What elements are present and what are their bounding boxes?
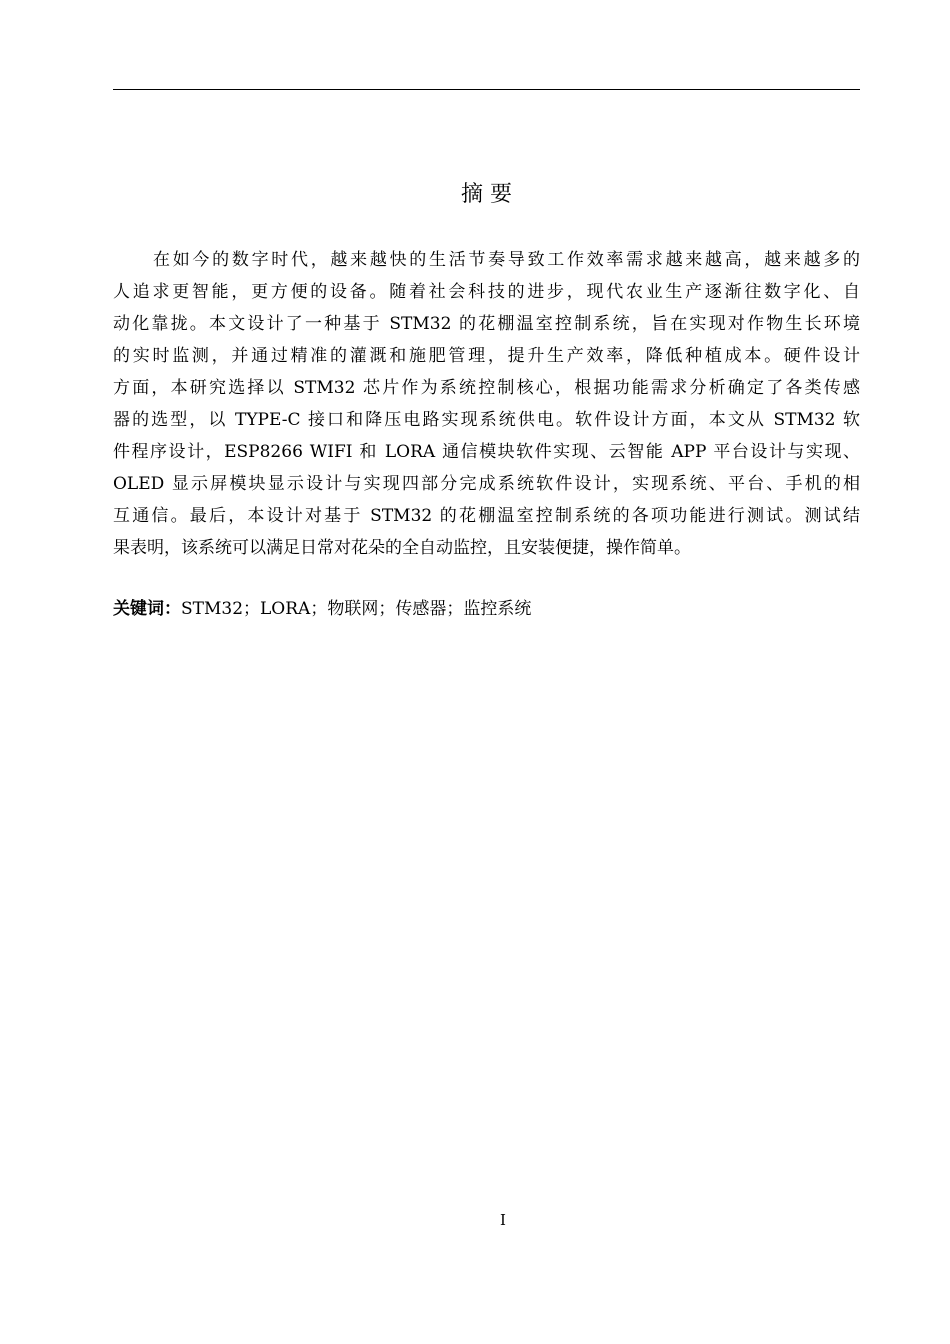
abstract-line: 件程序设计，ESP8266 WIFI 和 LORA 通信模块软件实现、云智能 APP 平台设计与实现、 [113,442,860,462]
abstract-line: 在如今的数字时代，越来越快的生活节奏导致工作效率需求越来越高，越来越多的 [153,250,860,270]
keywords-list: STM32；LORA；物联网；传感器；监控系统 [181,599,532,619]
abstract-body [113,244,860,564]
keywords-label: 关键词： [113,599,181,619]
abstract-title: 摘 要 [461,182,512,207]
abstract-line: 器的选型，以 TYPE-C 接口和降压电路实现系统供电。软件设计方面，本文从 STM32 软 [113,410,860,430]
abstract-line: 人追求更智能，更方便的设备。随着社会科技的进步，现代农业生产逐渐往数字化、自 [113,282,860,302]
abstract-line: 果表明，该系统可以满足日常对花朵的全自动监控，且安装便捷，操作简单。 [113,538,691,558]
abstract-line: OLED 显示屏模块显示设计与实现四部分完成系统软件设计，实现系统、平台、手机的相 [113,474,860,494]
keywords [113,593,860,625]
header-rule [113,89,860,90]
abstract-line: 方面，本研究选择以 STM32 芯片作为系统控制核心，根据功能需求分析确定了各类传感 [113,378,860,398]
abstract-line: 动化靠拢。本文设计了一种基于 STM32 的花棚温室控制系统，旨在实现对作物生长环境 [113,314,860,334]
abstract-line: 的实时监测，并通过精准的灌溉和施肥管理，提升生产效率，降低种植成本。硬件设计 [113,346,860,366]
page-number: I [500,1211,506,1229]
abstract-line: 互通信。最后，本设计对基于 STM32 的花棚温室控制系统的各项功能进行测试。测试结 [113,506,860,526]
